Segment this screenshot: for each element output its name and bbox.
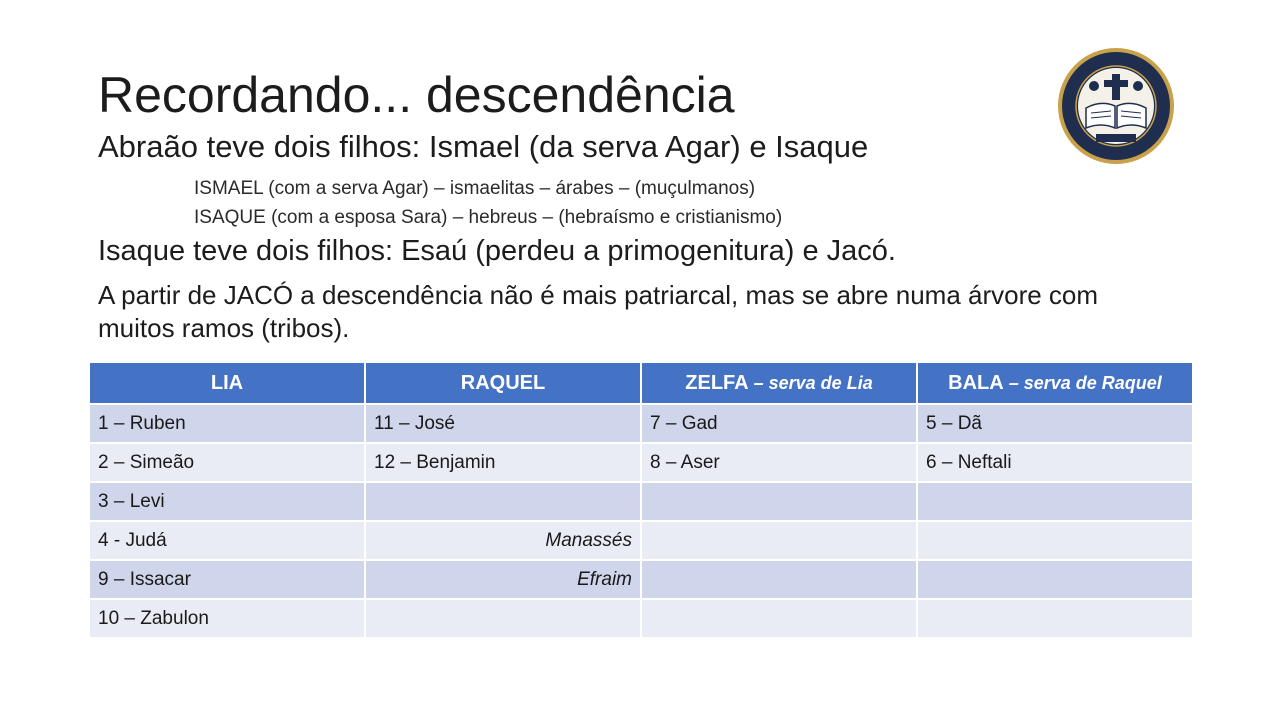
table-cell: 11 – José: [365, 404, 641, 443]
table-cell: [641, 482, 917, 521]
header-bala: [917, 362, 1193, 404]
table-cell: 5 – Dã: [917, 404, 1193, 443]
header-raquel: [365, 362, 641, 404]
header-name: RAQUEL: [460, 371, 546, 394]
table-cell: 9 – Issacar: [89, 560, 365, 599]
tribes-table: [88, 361, 1194, 639]
table-cell: 2 – Simeão: [89, 443, 365, 482]
open-book-seal-icon: [1056, 46, 1176, 166]
header-note: – serva de Lia: [748, 372, 873, 393]
table-cell: Manassés: [365, 521, 641, 560]
isaque-line: ISAQUE (com a esposa Sara) – hebreus – (hebraísmo e cristianismo): [194, 207, 783, 228]
table-cell: [641, 560, 917, 599]
header-lia: [89, 362, 365, 404]
header-name: BALA: [948, 371, 1004, 394]
table-cell: [917, 482, 1193, 521]
ismael-line: ISMAEL (com a serva Agar) – ismaelitas – árabes – (muçulmanos): [194, 178, 756, 199]
table-row: [89, 521, 1193, 560]
table-cell: Efraim: [365, 560, 641, 599]
table-header-row: [89, 362, 1193, 404]
table-row: [89, 599, 1193, 638]
table-cell: 4 - Judá: [89, 521, 365, 560]
table-cell: 1 – Ruben: [89, 404, 365, 443]
table-cell: 7 – Gad: [641, 404, 917, 443]
abraham-sons-line: Abraão teve dois filhos: Ismael (da serva Agar) e Isaque: [98, 129, 869, 164]
table-cell: [917, 599, 1193, 638]
table-cell: 6 – Neftali: [917, 443, 1193, 482]
slide-title: Recordando... descendência: [98, 67, 735, 123]
header-zelfa: [641, 362, 917, 404]
table-cell: 12 – Benjamin: [365, 443, 641, 482]
table-cell: [641, 599, 917, 638]
table-cell: 3 – Levi: [89, 482, 365, 521]
table-cell: [365, 482, 641, 521]
isaac-sons-line: Isaque teve dois filhos: Esaú (perdeu a primogenitura) e Jacó.: [98, 235, 896, 267]
table-row: [89, 443, 1193, 482]
table-cell: 10 – Zabulon: [89, 599, 365, 638]
header-name: LIA: [210, 371, 244, 394]
table-row: [89, 404, 1193, 443]
table-cell: [917, 521, 1193, 560]
table-cell: [917, 560, 1193, 599]
table-cell: [365, 599, 641, 638]
header-name: ZELFA: [685, 371, 749, 394]
table-cell: 8 – Aser: [641, 443, 917, 482]
table-cell: [641, 521, 917, 560]
jacob-tree-line: A partir de JACÓ a descendência não é mais patriarcal, mas se abre numa árvore com muitos ramos (tribos).: [98, 280, 1099, 343]
header-note: – serva de Raquel: [1003, 372, 1162, 393]
table-row: [89, 482, 1193, 521]
table-row: [89, 560, 1193, 599]
